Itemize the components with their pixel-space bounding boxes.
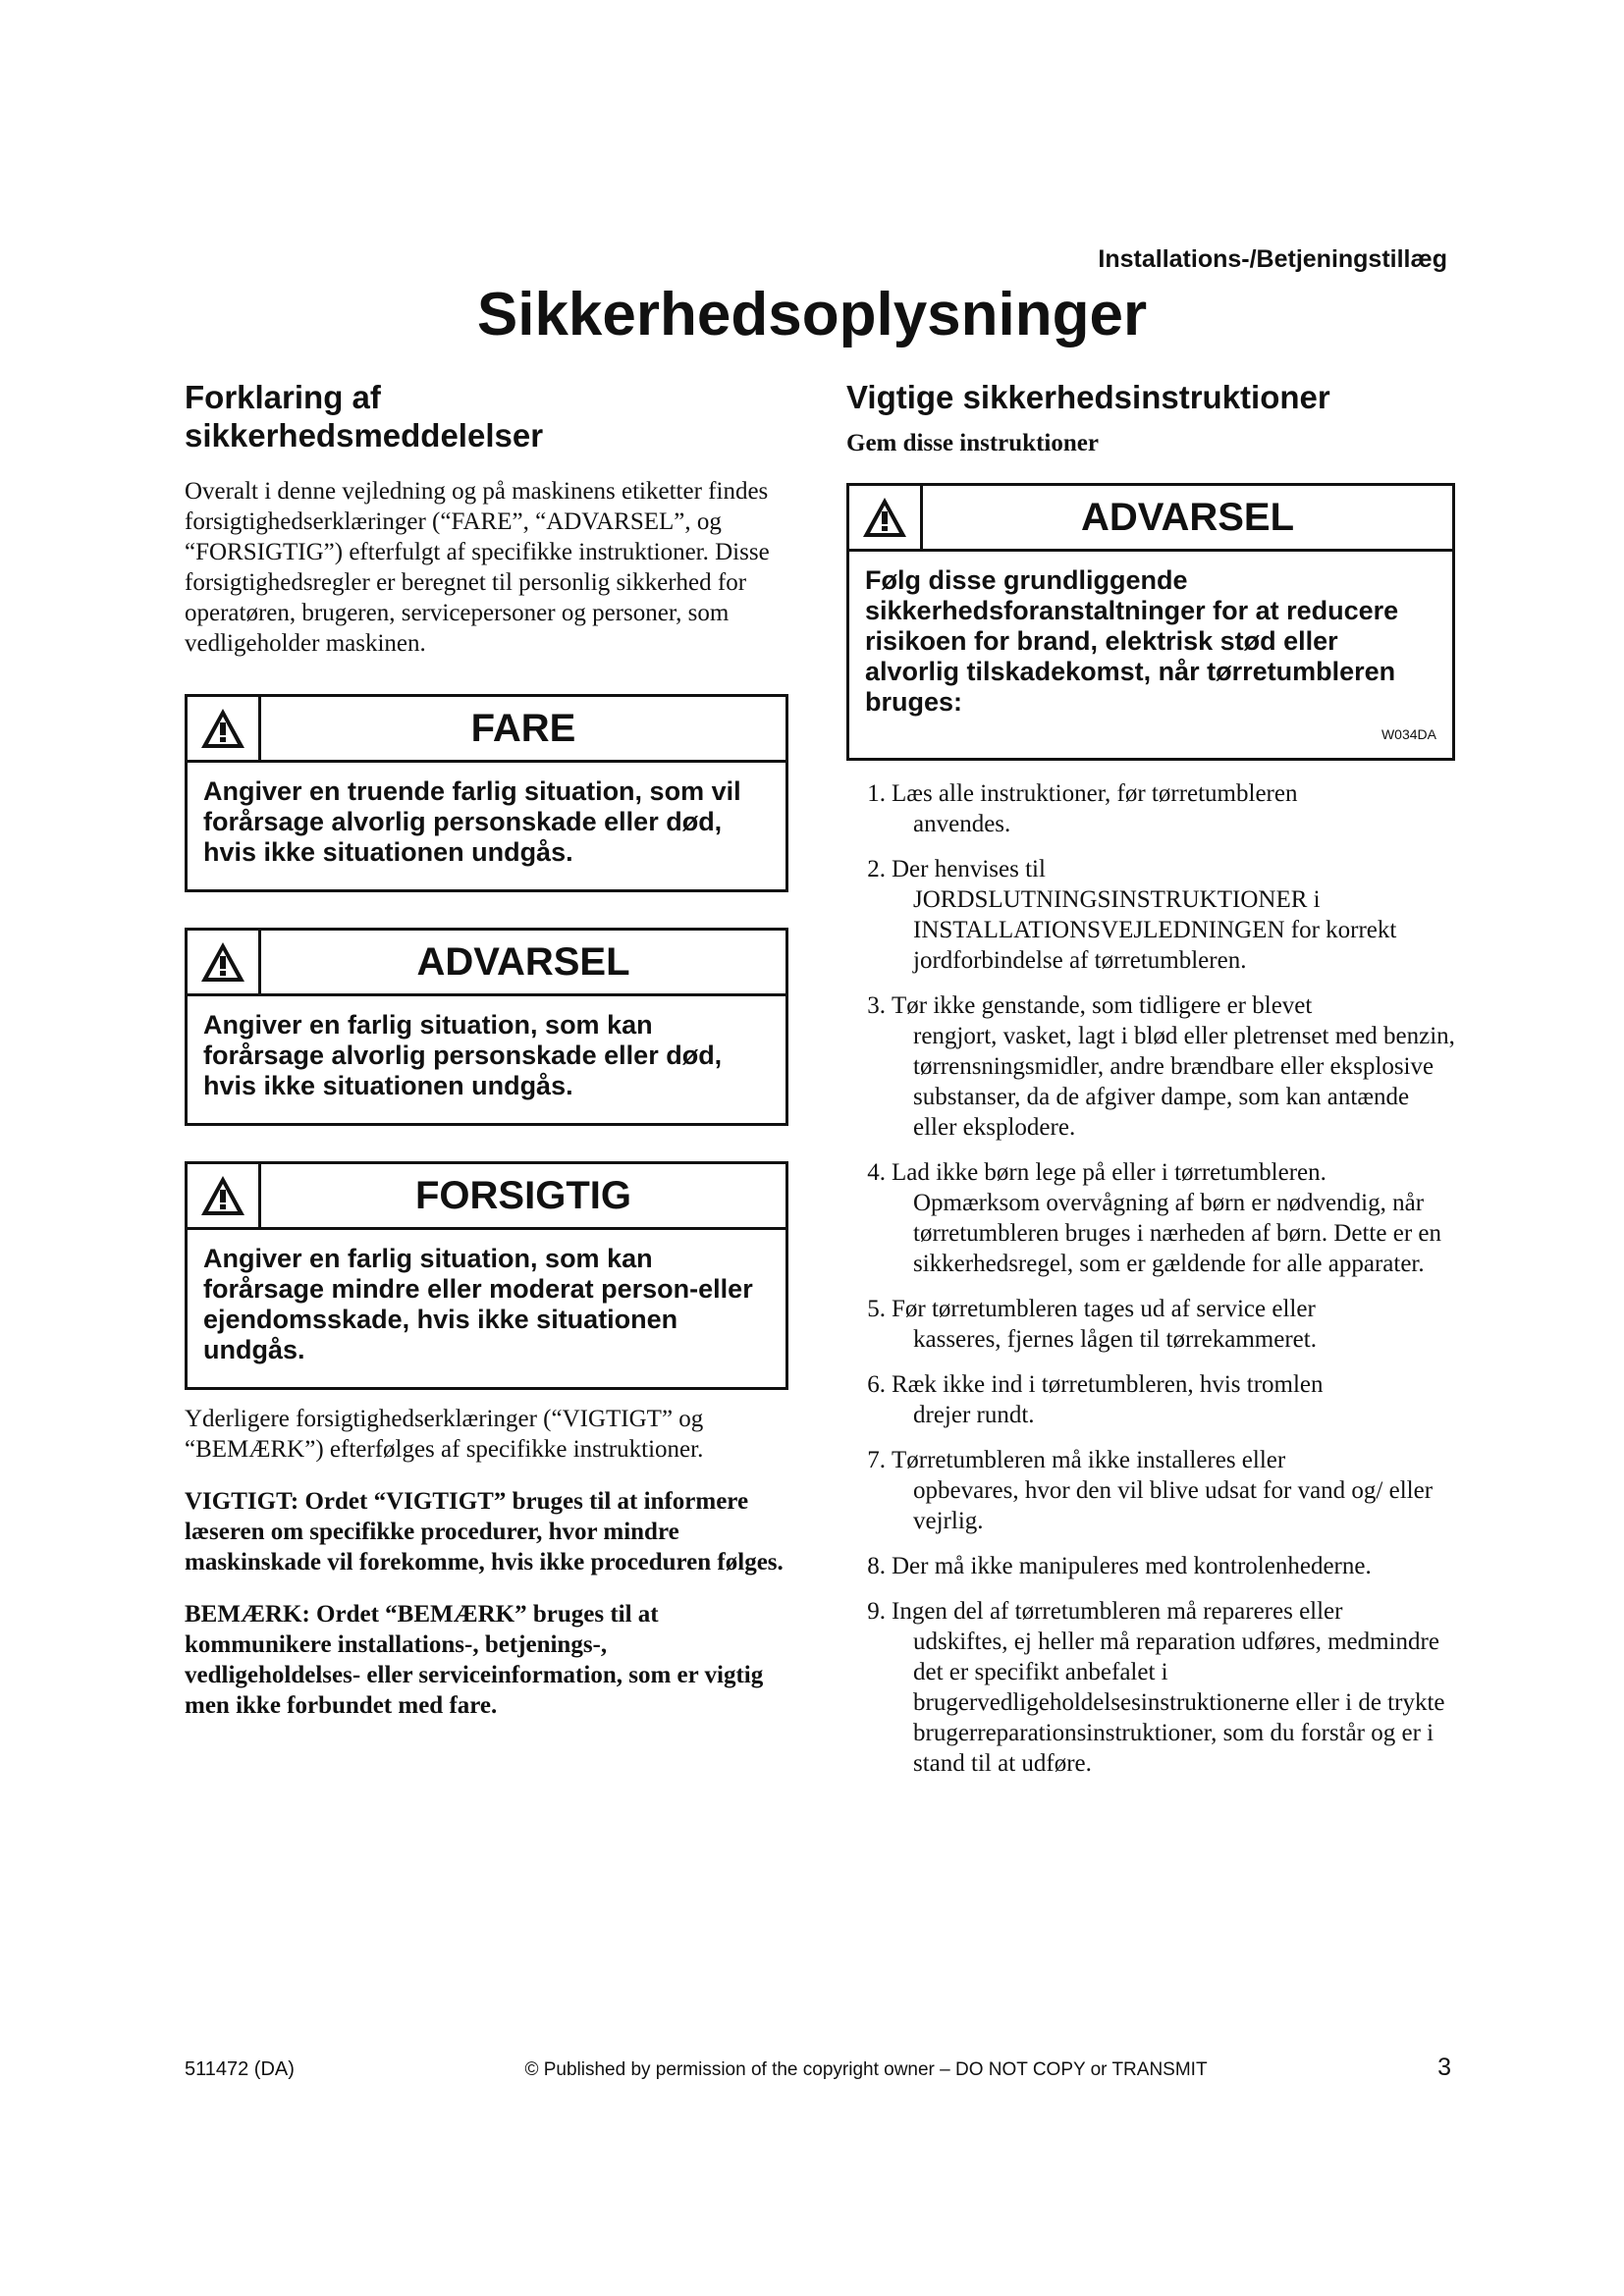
danger-signal-word: FARE [470,706,576,750]
right-section-heading: Vigtige sikkerhedsinstruktioner [846,379,1330,415]
safety-warning-text: Følg disse grundliggende sikkerhedsforanstaltninger for at reducere risikoen for brand, elektrisk stød eller alvorlig tilskadekomst, når tørretumbleren bruges: [865,565,1399,717]
important-paragraph: VIGTIGT: Ordet “VIGTIGT” bruges til at informere læseren om specifikke procedurer, hvor mindre maskinskade vil forekomme, hvis ikke proceduren følges. [185,1488,784,1575]
caution-box [185,1161,788,1390]
list-item: 8. Der må ikke manipuleres med kontrolenhederne. [867,1553,1372,1579]
left-heading-line1: Forklaring af [185,379,381,415]
list-item: 1. Læs alle instruktioner, før tørretumbleren anvendes. [867,780,1298,837]
section-label: Installations-/Betjeningstillæg [1098,245,1447,273]
list-item: 9. Ingen del af tørretumbleren må repareres eller udskiftes, ej heller må reparation udføres, medmindre det er specifikt anbefalet i brugervedligeholdelsesinstruktionerne eller i de trykte brugerreparationsinstruktioner, som du forstår og er i stand til at udføre. [867,1598,1445,1777]
safety-signal-word: ADVARSEL [1080,495,1295,539]
warning-code: W034DA [1380,726,1436,742]
save-instructions-subheading: Gem disse instruktioner [846,430,1099,456]
danger-text: Angiver en truende farlig situation, som vil forårsage alvorlig personskade eller død, hvis ikke situationen undgås. [203,776,741,867]
left-section-heading [185,378,788,454]
note-paragraph: BEMÆRK: Ordet “BEMÆRK” bruges til at kommunikere installations-, betjenings-, vedligeholdelses- eller serviceinformation, som er vigtig men ikke forbundet med fare. [185,1601,764,1719]
caution-signal-word: FORSIGTIG [415,1173,631,1217]
instruction-list [846,778,1455,1779]
list-item: 4. Lad ikke børn lege på eller i tørretumbleren. Opmærksom overvågning af børn er nødvendig, når tørretumbleren bruges i nærheden af børn. Dette er en sikkerhedsregel, som er gældende for alle apparater. [867,1159,1441,1277]
list-item: 5. Før tørretumbleren tages ud af service eller kasseres, fjernes lågen til tørrekammeret. [867,1296,1317,1353]
page-number: 3 [1437,2054,1451,2081]
list-item: 7. Tørretumbleren må ikke installeres eller opbevares, hvor den vil blive udsat for vand og/ eller vejrlig. [867,1447,1434,1534]
page-footer [185,2054,1451,2082]
doc-code: 511472 (DA) [185,2058,295,2080]
list-item: 6. Ræk ikke ind i tørretumbleren, hvis tromlen drejer rundt. [867,1371,1324,1428]
right-column [846,378,1455,1793]
warning-signal-word: ADVARSEL [416,939,630,984]
list-item: 3. Tør ikke genstande, som tidligere er blevet rengjort, vasket, lagt i blød eller pletrenset med benzin, tørrensningsmidler, andre brændbare eller eksplosive substanser, da de afgiver dampe, som kan antænde eller eksplodere. [867,992,1455,1141]
warning-box [185,928,788,1126]
warning-text: Angiver en farlig situation, som kan forårsage alvorlig personskade eller død, hvis ikke situationen undgås. [203,1010,723,1100]
page-title: Sikkerhedsoplysninger [476,281,1148,348]
intro-paragraph: Overalt i denne vejledning og på maskinens etiketter findes forsigtighedserklæringer (“FARE”, “ADVARSEL”, og “FORSIGTIG”) efterfulgt af specifikke instruktioner. Disse forsigtighedsregler er beregnet til personlig sikkerhed for operatøren, brugeren, servicepersoner og personer, som vedligeholder maskinen. [185,478,770,657]
warning-triangle-icon [199,1174,246,1217]
safety-warning-box [846,483,1455,761]
extra-paragraph: Yderligere forsigtighedserklæringer (“VIGTIGT” og “BEMÆRK”) efterfølges af specifikke instruktioner. [185,1406,704,1463]
caution-text: Angiver en farlig situation, som kan forårsage mindre eller moderat person-eller ejendomsskade, hvis ikke situationen undgås. [203,1244,753,1364]
warning-triangle-icon [199,940,246,984]
danger-box [185,694,788,892]
copyright-notice: © Published by permission of the copyright owner – DO NOT COPY or TRANSMIT [524,2059,1208,2080]
list-item: 2. Der henvises til JORDSLUTNINGSINSTRUKTIONER i INSTALLATIONSVEJLEDNINGEN for korrekt jordforbindelse af tørretumbleren. [867,856,1397,974]
warning-triangle-icon [861,496,908,539]
left-heading-line2: sikkerhedsmeddelelser [185,417,544,454]
left-column [185,378,788,1721]
warning-triangle-icon [199,707,246,750]
